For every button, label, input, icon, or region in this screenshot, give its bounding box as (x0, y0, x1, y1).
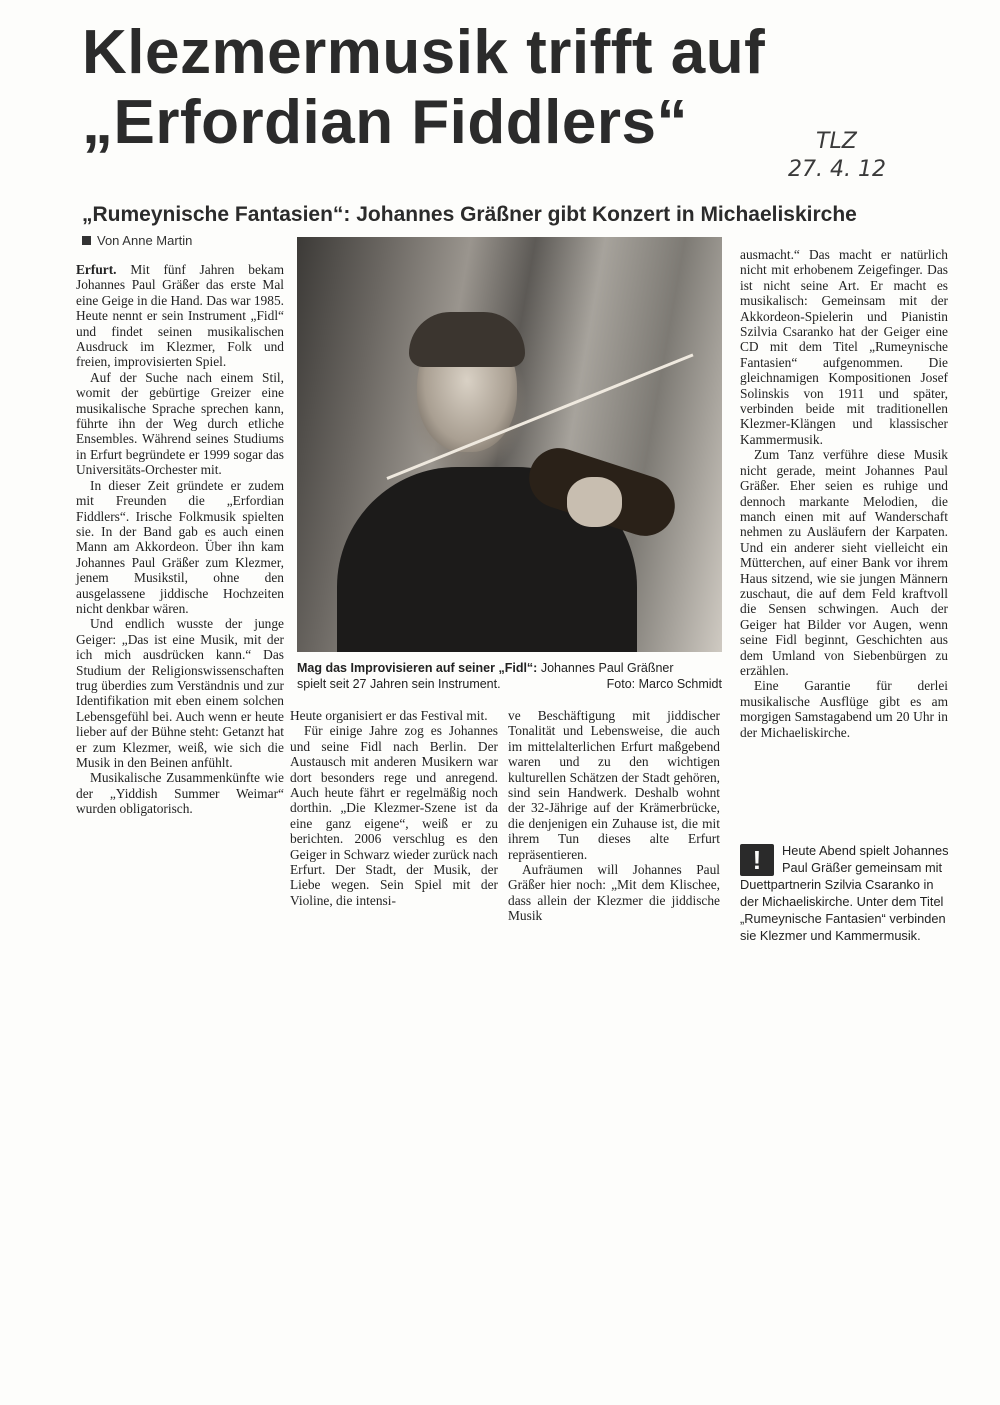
paragraph: Zum Tanz verführe diese Musik nicht gerade, meint Johannes Paul Gräßer. Eher seien es ruhige und dennoch markante Melodien, die manch einen mit auf Wanderschaft nehmen zu Ausläufern der Karpaten. Und ein anderer sieht vielleicht ein Mütterchen, auf einer Bank vor ihrem Haus sitzend, wie sie jungen Männern zuschaut, die auf dem Feld kraftvoll die Sensen schwingen. Auch der Geiger hat Bilder vor Augen, wenn seine Fidl beginnt, Geschichten aus dem Umland von Siebenbürgen zu erzählen. (740, 447, 948, 678)
paragraph: Für einige Jahre zog es Johannes und seine Fidl nach Berlin. Der Austausch mit anderen Musikern war dort besonders rege und anregend. Auch heute fährt er regelmäßig noch dorthin. „Die Klezmer-Szene ist da eine ganz eigene“, weiß er zu berichten. 2006 verschlug es den Geiger in Schwarz wieder zurück nach Erfurt. Der Stadt, der Musik, der Liebe wegen. Sein Spiel mit der Violine, die intensi- (290, 723, 498, 908)
column-4 (740, 247, 948, 740)
caption-text: Johannes Paul Gräßner (537, 661, 674, 675)
paragraph: In dieser Zeit gründete er zudem mit Freunden die „Erfordian Fiddlers“. Irische Folkmusik spielten sie. In der Band gab es auch einen Mann am Akkordeon. Über ihn kam Johannes Paul Gräßer zum Klezmer, jenem Musikstil, ohne den ausgelassene jiddische Hochzeiten nicht denkbar wären. (76, 477, 284, 616)
headline-line-1: Klezmermusik trifft auf (82, 18, 766, 87)
violinist-photo (297, 237, 722, 652)
caption-line-1 (297, 660, 722, 676)
caption-line-2 (297, 676, 722, 692)
paragraph-text: Mit fünf Jahren bekam Johannes Paul Gräßer das erste Mal eine Geige in die Hand. Das war 1985. Heute nennt er sein Instrument „Fidl“ und findet seinen musikalischen Ausdruck im Klezmer, Folk und freien, improvisierten Spiel. (76, 262, 284, 370)
photo-hand (567, 477, 622, 527)
photo-credit: Foto: Marco Schmidt (606, 677, 722, 691)
handwritten-note (788, 128, 938, 184)
paragraph: Und endlich wusste der junge Geiger: „Das ist eine Musik, mit der ich mich ausdrücken kann.“ Das Studium der Religionswissenschaften trug überdies zum Verständnis und zur Identifikation mit eben einem solchen Lebensgefühl bei. Auch wenn er heute lieber auf der Bühne steht: Getanzt hat er zum Klezmer, weiß, wie sich die Musik in den Beinen anfühlt. (76, 616, 284, 770)
handwritten-date: 27. 4. 12 (788, 157, 886, 182)
paragraph: Musikalische Zusammenkünfte wie der „Yiddish Summer Weimar“ wurden obligatorisch. (76, 770, 284, 817)
caption-bold: Mag das Improvisieren auf seiner „Fidl“: (297, 661, 538, 675)
paragraph: Aufräumen will Johannes Paul Gräßer hier noch: „Mit dem Klischee, dass allein der Klezmer die jiddische Musik (508, 862, 720, 924)
byline (82, 233, 192, 248)
column-1 (76, 262, 284, 817)
paragraph: Auf der Suche nach einem Stil, womit der gebürtige Greizer eine musikalische Sprache sprechen kann, führte ihn der Weg durch etliche Ensembles. Während seines Studiums in Erfurt begründete er 1999 sogar das Universitäts-Orchester mit. (76, 369, 284, 478)
column-3 (508, 708, 720, 924)
paragraph: Eine Garantie für derlei musikalische Ausflüge gibt es am morgigen Samstagabend um 20 Uhr in der Michaeliskirche. (740, 678, 948, 740)
photo-caption (297, 660, 722, 692)
paragraph: ausmacht.“ Das macht er natürlich nicht mit erhobenem Zeigefinger. Das ist nicht seine Art. Er macht es musikalisch: Gemeinsam mit der Akkordeon-Spielerin und Pianistin Szilvia Csaranko hat der Geiger eine CD mit dem Titel „Rumeynische Fantasien“ aufgenommen. Die gleichnamigen Kompositionen Josef Solinskis von 1911 und später, verbinden beide mit traditionellen Klezmer-Klängen und klassischer Kammermusik. (740, 247, 948, 447)
paragraph: ve Beschäftigung mit jiddischer Tonalität und Lebensweise, die auch im mittelalterlichen Erfurt maßgebend waren und zu den wichtigen kulturellen Schätzen der Stadt gehören, sind sein Handwerk. Deshalb wohnt der 32-Jährige auf der Krämerbrücke, die denjenigen ein Zuhause ist, die mit ihrem Tun dieses alte Erfurt repräsentieren. (508, 708, 720, 862)
info-box-text: Heute Abend spielt Johannes Paul Gräßer gemeinsam mit Duettpartnerin Szilvia Csaranko in der Michaeliskirche. Unter dem Titel „Rumeynische Fantasien“ verbinden sie Klezmer und Kammermusik. (740, 843, 949, 943)
info-box (740, 842, 952, 944)
paragraph (76, 262, 284, 370)
handwritten-source: TLZ (816, 129, 857, 154)
headline-line-2: „Erfordian Fiddlers“ (82, 88, 688, 157)
subheadline: „Rumeynische Fantasien“: Johannes Gräßner gibt Konzert in Michaeliskirche (82, 203, 857, 226)
dateline: Erfurt. (76, 262, 117, 277)
photo-hair (409, 312, 525, 367)
byline-author: Von Anne Martin (97, 233, 193, 248)
paragraph: Heute organisiert er das Festival mit. (290, 708, 488, 723)
byline-square-icon (82, 236, 91, 245)
exclamation-icon: ! (740, 844, 774, 876)
caption-text-2: spielt seit 27 Jahren sein Instrument. (297, 677, 501, 691)
column-2 (290, 708, 498, 908)
